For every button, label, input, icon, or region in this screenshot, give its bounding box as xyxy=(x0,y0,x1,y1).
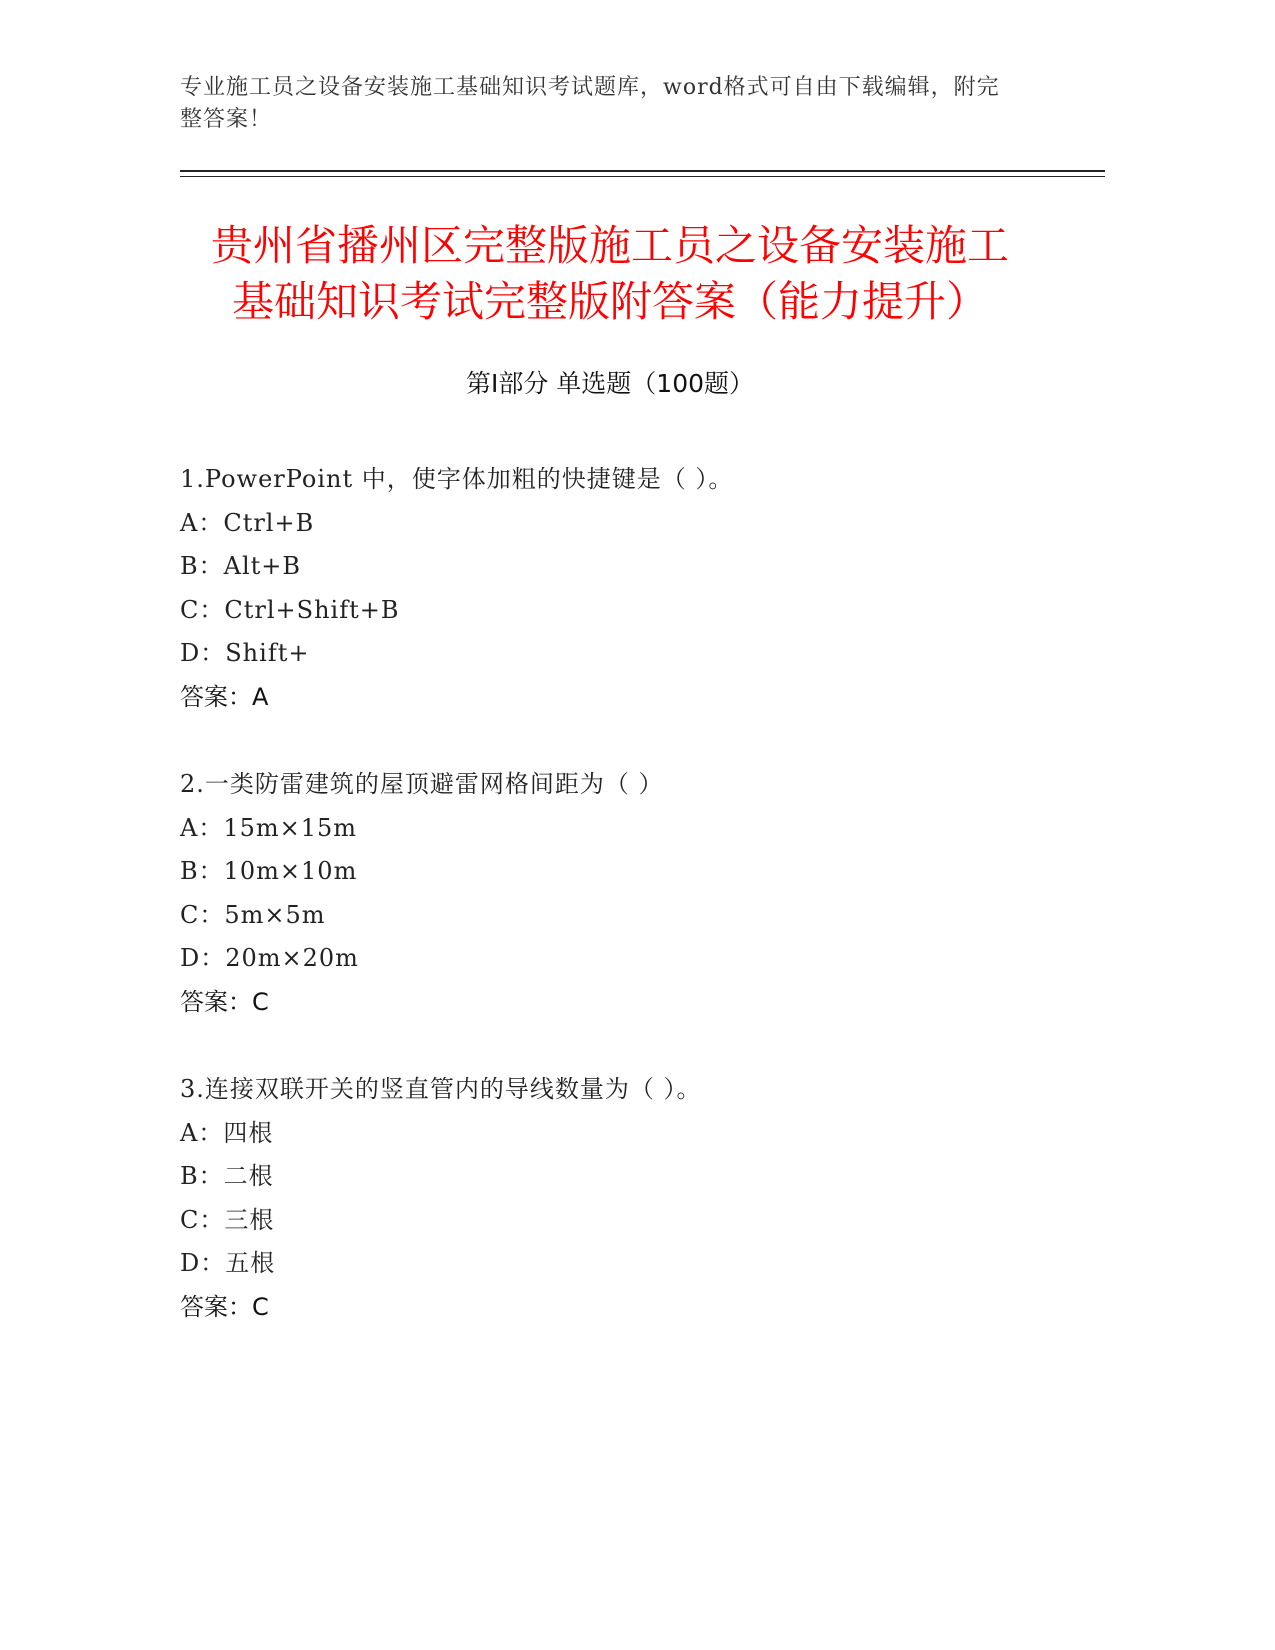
option-d: D：Shift+ xyxy=(180,639,310,667)
answer: 答案：C xyxy=(180,987,269,1016)
option-b: B：Alt+B xyxy=(180,552,302,580)
option-d: D：五根 xyxy=(180,1249,276,1277)
option-d: D：20m×20m xyxy=(180,944,359,972)
header-divider-thin xyxy=(180,176,1105,177)
option-c: C：三根 xyxy=(180,1205,275,1234)
question-stem: 3.连接双联开关的竖直管内的导线数量为（ ）。 xyxy=(180,1075,702,1103)
question-3 xyxy=(180,1068,1080,1329)
header-note-line-2: 整答案！ xyxy=(180,107,273,132)
question-stem: 2.一类防雷建筑的屋顶避雷网格间距为（ ） xyxy=(180,770,664,798)
option-b: B：二根 xyxy=(180,1162,274,1190)
option-c: C：Ctrl+Shift+B xyxy=(180,595,400,624)
section-title: 第Ⅰ部分 单选题（100题） xyxy=(465,369,755,398)
document-title xyxy=(180,218,1040,330)
question-2 xyxy=(180,763,1080,1024)
answer: 答案：A xyxy=(180,682,269,711)
option-a: A：四根 xyxy=(180,1118,274,1147)
header-divider-thick xyxy=(180,170,1105,172)
header-note-line-1: 专业施工员之设备安装施工基础知识考试题库，word格式可自由下载编辑，附完 xyxy=(180,75,1000,100)
option-c: C：5m×5m xyxy=(180,900,326,929)
question-stem: 1.PowerPoint 中，使字体加粗的快捷键是（ ）。 xyxy=(180,465,734,493)
option-a: A：Ctrl+B xyxy=(180,508,315,537)
option-b: B：10m×10m xyxy=(180,857,358,885)
question-1 xyxy=(180,458,1080,719)
option-a: A：15m×15m xyxy=(180,813,358,842)
header-note xyxy=(180,72,1040,136)
document-title-line-1: 贵州省播州区完整版施工员之设备安装施工 xyxy=(210,221,1009,270)
document-title-line-2: 基础知识考试完整版附答案（能力提升） xyxy=(231,277,988,326)
answer: 答案：C xyxy=(180,1292,269,1321)
